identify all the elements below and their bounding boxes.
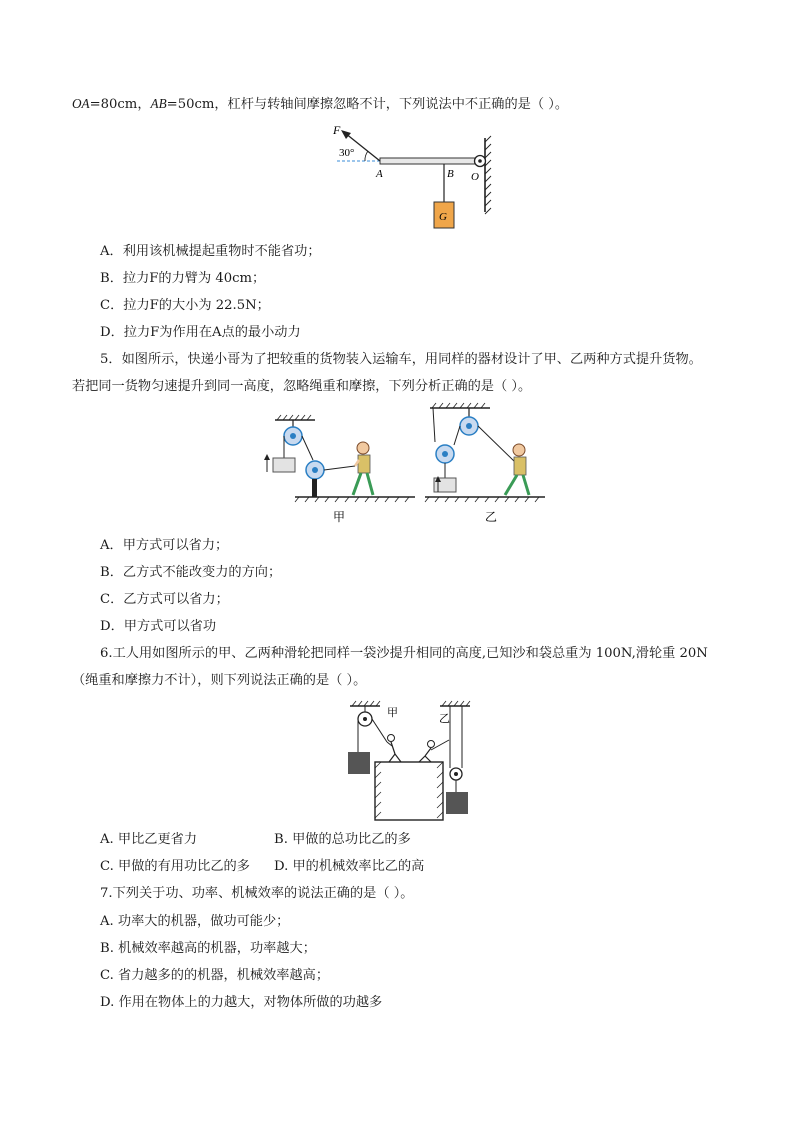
q5-option-b: B．乙方式不能改变力的方向； (100, 565, 282, 580)
wall-hatching (485, 136, 491, 214)
q4-option-b: B．拉力F的力臂为 40cm； (100, 271, 266, 286)
label-o: O (471, 171, 479, 183)
sandbag-jia (348, 752, 370, 774)
q5-option-a: A．甲方式可以省力； (100, 538, 229, 553)
label-jia: 甲 (387, 706, 398, 719)
q6-stem-line1: 6.工人用如图所示的甲、乙两种滑轮把同样一袋沙提升相同的高度,已知沙和袋总重为 100N,滑轮重 20N (100, 646, 708, 661)
label-yi: 乙 (439, 712, 450, 725)
sandbag-yi (446, 792, 468, 814)
label-angle: 30° (339, 147, 355, 159)
cargo-box-jia (273, 458, 295, 472)
q7-option-c: C. 省力越多的的机器，机械效率越高； (100, 968, 330, 983)
pulley-comparison-figure (345, 700, 475, 822)
angle-arc (365, 151, 368, 161)
q5-option-d: D．甲方式可以省功 (100, 619, 217, 634)
segment-oa: OA (72, 96, 90, 111)
worker-yi-head (513, 444, 525, 456)
q4-intro-part1: =80cm， (89, 97, 151, 112)
caption-yi: 乙 (485, 510, 498, 524)
q4-intro (72, 95, 568, 114)
q6-option-b: B. 甲做的总功比乙的多 (274, 832, 411, 847)
q6-option-c: C. 甲做的有用功比乙的多 (100, 859, 250, 874)
q4-option-d: D．拉力F为作用在A点的最小动力 (100, 325, 301, 340)
label-g: G (439, 211, 447, 223)
platform (375, 762, 443, 820)
worker-jia (388, 735, 395, 742)
q4-option-c: C．拉力F的大小为 22.5N； (100, 298, 270, 313)
q5-stem-line2: 若把同一货物匀速提升到同一高度，忽略绳重和摩擦，下列分析正确的是（ ）。 (72, 379, 532, 394)
pivot-dot (478, 159, 482, 163)
q6-option-d: D. 甲的机械效率比乙的高 (274, 859, 425, 874)
q7-option-a: A. 功率大的机器，做功可能少； (100, 914, 290, 929)
q6-stem-line2: （绳重和摩擦力不计），则下列说法正确的是（ ）。 (72, 673, 367, 688)
q7-option-d: D. 作用在物体上的力越大，对物体所做的功越多 (100, 995, 383, 1010)
lever-bar (380, 158, 480, 164)
lever-figure (325, 118, 495, 233)
segment-ab: AB (150, 96, 167, 111)
scene-jia (264, 415, 415, 524)
label-a: A (376, 168, 383, 180)
q7-option-b: B. 机械效率越高的机器，功率越大； (100, 941, 316, 956)
label-f: F (333, 123, 341, 137)
q4-intro-part2: =50cm，杠杆与转轴间摩擦忽略不计，下列说法中不正确的是（ ）。 (166, 97, 569, 112)
q5-option-c: C．乙方式可以省力； (100, 592, 229, 607)
caption-jia: 甲 (333, 510, 346, 524)
q6-option-a: A. 甲比乙更省力 (100, 832, 198, 847)
scene-yi (425, 403, 545, 524)
worker-jia-head (357, 442, 369, 454)
worker-yi (428, 741, 435, 748)
q5-stem-line1: 5．如图所示，快递小哥为了把较重的货物装入运输车，用同样的器材设计了甲、乙两种方式提升货物。 (100, 352, 702, 367)
pulley-scenes-figure (255, 400, 555, 528)
force-arrowhead (341, 130, 351, 139)
label-b: B (447, 168, 454, 180)
q7-stem: 7.下列关于功、功率、机械效率的说法正确的是（ ）。 (100, 886, 414, 901)
q4-option-a: A．利用该机械提起重物时不能省功； (100, 244, 321, 259)
